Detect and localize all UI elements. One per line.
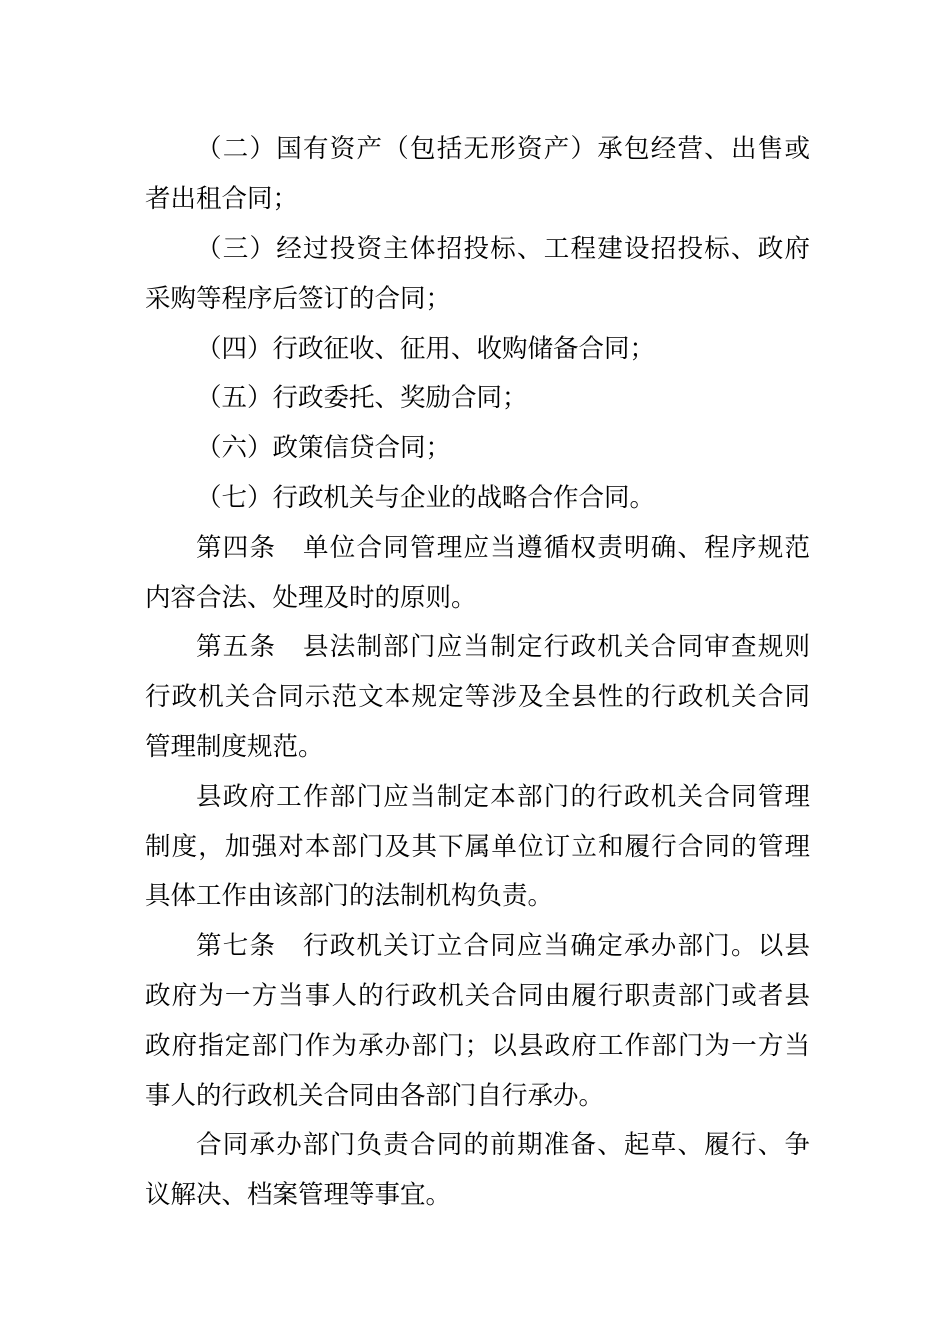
- text-line: 具体工作由该部门的法制机构负责。: [145, 881, 554, 911]
- text-line: 制度，加强对本部门及其下属单位订立和履行合同的管理: [145, 832, 810, 862]
- text-line: 县政府工作部门应当制定本部门的行政机关合同管理: [196, 782, 810, 812]
- text-line: 政府为一方当事人的行政机关合同由履行职责部门或者县: [145, 981, 810, 1011]
- text-line: （二）国有资产（包括无形资产）承包经营、出售或: [196, 134, 810, 164]
- text-line: 合同承办部门负责合同的前期准备、起草、履行、争: [196, 1130, 810, 1160]
- text-line: 内容合法、处理及时的原则。: [145, 583, 477, 613]
- text-line: （七）行政机关与企业的战略合作合同。: [196, 483, 656, 513]
- text-line: 事人的行政机关合同由各部门自行承办。: [145, 1081, 605, 1111]
- text-line: 政府指定部门作为承办部门；以县政府工作部门为一方当: [145, 1031, 810, 1061]
- article-heading-line: 第五条 县法制部门应当制定行政机关合同审查规则: [196, 632, 810, 662]
- text-line: 者出租合同；: [145, 184, 299, 214]
- text-line: （五）行政委托、奖励合同；: [196, 383, 528, 413]
- text-line: （四）行政征收、征用、收购储备合同；: [196, 334, 656, 364]
- article-heading-line: 第七条 行政机关订立合同应当确定承办部门。以县: [196, 931, 810, 961]
- article-heading-line: 第四条 单位合同管理应当遵循权责明确、程序规范: [196, 533, 810, 563]
- text-line: 议解决、档案管理等事宜。: [145, 1180, 452, 1210]
- text-line: 管理制度规范。: [145, 732, 324, 762]
- text-line: 行政机关合同示范文本规定等涉及全县性的行政机关合同: [145, 682, 810, 712]
- text-line: （三）经过投资主体招投标、工程建设招投标、政府: [196, 234, 810, 264]
- text-line: 采购等程序后签订的合同；: [145, 284, 452, 314]
- text-line: （六）政策信贷合同；: [196, 433, 452, 463]
